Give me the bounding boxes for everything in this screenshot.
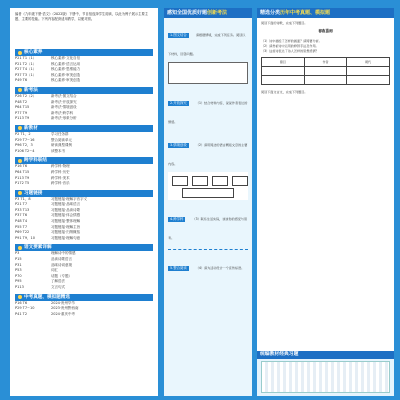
c3-block-3 <box>257 87 394 96</box>
item-text: 习题链接·体会情感 <box>51 213 81 218</box>
item-text: 新考法·开放探究 <box>51 99 77 104</box>
item-text: 话题（专题） <box>51 273 72 278</box>
col2-header <box>164 8 252 18</box>
section-title-text: 跨学科联结 <box>24 158 47 164</box>
item-text: 新考法·跨学科 <box>51 110 74 115</box>
page-ref: P3 T1，8 <box>15 196 31 201</box>
section <box>15 244 153 290</box>
intro-text: 编者《九年级下册·语文》（2022版）下册中，节目组选择学生阅读，以此为例子展示主要主题、主要的技能。下列内容配套适用教学，以便对照。 <box>15 12 149 22</box>
page-ref: P26 T2（2） <box>15 93 37 98</box>
table-cell <box>262 76 305 84</box>
innovation-column <box>164 8 252 396</box>
section-title-text: 习题链接 <box>24 190 43 196</box>
page-ref: P113 T9 <box>15 175 30 180</box>
item-text: 习题链接·品读诗歌 <box>51 207 81 212</box>
tag-2: 2.开放探究 <box>170 101 187 105</box>
tag-3: 3.情境创设 <box>170 143 187 147</box>
para-3: （2）请用简洁的语言概括文章的主要内容。 <box>168 143 248 166</box>
item-text: 学习任务群 <box>51 131 69 136</box>
page-ref: P55 T7 <box>15 224 28 229</box>
list-item <box>15 181 153 187</box>
item-text: 品读诗歌语言 <box>51 257 72 262</box>
table-cell <box>262 67 305 75</box>
block-4 <box>164 202 252 244</box>
gallery-panel <box>257 351 394 396</box>
c3-para-1: 阅读下面的诗歌，完成下列题目。 <box>261 21 308 25</box>
section-title-text: 核心素养 <box>24 50 43 55</box>
page-ref: P33 T13 <box>15 207 30 212</box>
col3-header-a: 精选分类 <box>260 10 281 16</box>
page-ref: P21 T7 <box>15 202 28 207</box>
page-ref: P31 <box>15 262 22 267</box>
tag-5: 5.整合阅读 <box>170 266 187 270</box>
page-ref: P21 T1（1） <box>15 56 37 60</box>
c3-para-5: 阅读下面文言文，完成下列题目。 <box>261 89 308 94</box>
diagram-box <box>192 176 208 186</box>
item-text: 读整本书 <box>51 148 65 153</box>
page-ref: P106 T2~4 <box>15 148 35 153</box>
item-text: 核心素养·语言运用 <box>51 61 81 66</box>
item-text: 核心素养·文化自信 <box>51 56 81 60</box>
list-item <box>15 285 153 291</box>
tag-4: 4.跨学科 <box>170 217 184 221</box>
page-ref: P91 T9，10 <box>15 235 35 240</box>
bullet-icon <box>18 51 22 55</box>
bullet-icon <box>18 246 22 250</box>
page-ref: P95 <box>15 279 22 284</box>
diagram-box <box>232 176 248 186</box>
bullet-icon <box>18 295 22 299</box>
gallery-picture <box>261 361 390 393</box>
section <box>15 157 153 186</box>
exam-column <box>257 8 394 396</box>
section-title-text: 语文要素详解 <box>24 245 52 251</box>
flow-diagram <box>168 172 248 200</box>
block-5 <box>164 251 252 274</box>
page-ref: P113 T9 <box>15 116 30 121</box>
block-1 <box>164 18 252 60</box>
c3-para-3: （2）请赏析诗中运用的修辞手法及作用。 <box>261 43 319 48</box>
page-ref: P49 T6 <box>15 78 28 83</box>
page-ref: P96 T2，3 <box>15 143 33 148</box>
bullet-icon <box>18 159 22 163</box>
para-5: （4）请为活动设计一个宣传标语。 <box>195 266 245 270</box>
answer-box <box>168 62 248 84</box>
item-text: 新考法·形象分析 <box>51 116 77 121</box>
item-text: 2024·重庆中考 <box>51 311 76 316</box>
page-ref: P70 <box>15 273 22 278</box>
section-title <box>15 157 153 164</box>
item-text: 文言句式 <box>51 285 65 289</box>
table-row <box>262 67 389 76</box>
index-column <box>10 8 158 396</box>
item-text: 习题链接·整体理解 <box>51 219 81 224</box>
c3-para-4: （3）这首诗表达了诗人怎样的思想感情？ <box>261 48 319 53</box>
c3-para-2: （1）诗中描绘了怎样的画面？请简要分析。 <box>261 38 322 43</box>
item-text: 跨学科·物理 <box>51 164 70 169</box>
item-text: 习题链接·品味语言 <box>51 202 81 207</box>
tag-1: 1.图文结合 <box>170 33 187 37</box>
section-title <box>15 294 153 301</box>
page-ref: P77 T9 <box>15 110 28 115</box>
block-2 <box>164 86 252 128</box>
page-ref: P21 T2（1） <box>15 61 37 66</box>
bullet-icon <box>18 88 22 92</box>
para-2: （1）结合材料内容，说说作者表达的情感。 <box>168 101 248 124</box>
page-ref: P29 T7~16 <box>15 137 35 142</box>
page-ref: P64 T15 <box>15 169 30 174</box>
page-ref: P69 T22 <box>15 230 30 235</box>
section <box>15 125 153 154</box>
section-title-text: 中考真题、模拟题精选 <box>24 294 70 300</box>
page-ref: P64 T15 <box>15 105 30 110</box>
section-title <box>15 125 153 132</box>
list-item <box>15 78 153 84</box>
table-cell: 朝代 <box>365 59 372 64</box>
list-item <box>15 236 153 242</box>
col3-header <box>257 8 394 18</box>
c3-block-2 <box>257 36 394 55</box>
section-title <box>15 87 153 94</box>
page-ref: P15 <box>15 257 22 262</box>
page-ref: P37 T6 <box>15 213 28 218</box>
para-4: （3）联系生活实际，谈谈你的感受与思考。 <box>168 217 248 240</box>
gallery-title: 统编教材经典习题 <box>257 351 394 359</box>
section <box>15 190 153 242</box>
divider <box>168 245 248 250</box>
section-title <box>15 244 153 251</box>
page-ref: P48 T4 <box>15 219 28 224</box>
section-title-text: 新考法 <box>24 87 38 93</box>
block-3 <box>164 128 252 170</box>
item-text: 跨学科·音乐 <box>51 181 70 186</box>
table-cell: 篇目 <box>262 58 305 66</box>
table-row <box>262 76 389 84</box>
section <box>15 49 153 84</box>
para-1: 请根据情境，完成下列任务。阅读以下材料，回答问题。 <box>168 33 246 56</box>
item-text: 习题链接·理解字音字义 <box>51 196 88 201</box>
info-table <box>261 57 390 85</box>
table-cell: 作者 <box>305 58 348 66</box>
page-ref: P16 T6 <box>15 164 28 169</box>
bullet-icon <box>18 126 22 130</box>
section-title-text: 新教材 <box>24 125 38 131</box>
item-text: 新考法·图文结合 <box>51 93 77 98</box>
item-text: 习题链接·理解主旨 <box>51 224 81 229</box>
section-title <box>15 190 153 197</box>
item-text: 跨学科·历史 <box>51 169 70 174</box>
item-text: 品味诗词意境 <box>51 262 72 267</box>
item-text: 研读典型课例 <box>51 143 72 148</box>
page-ref: P113 <box>15 285 24 289</box>
item-text: 2023·贵州黔西南 <box>51 306 79 311</box>
bullet-icon <box>18 191 22 195</box>
page-ref: P16 T6 <box>15 300 28 305</box>
page-ref: P27 T4（1） <box>15 67 37 72</box>
col3-header-b: 历年中考真题、模拟题 <box>280 10 331 16</box>
item-text: 核心素养·审美创造 <box>51 72 81 77</box>
section <box>15 294 153 318</box>
section-title <box>15 49 153 56</box>
col2-header-b: 创新考法 <box>207 10 228 16</box>
diagram-box <box>182 188 234 198</box>
table-row <box>262 58 389 67</box>
list-item <box>15 149 153 155</box>
item-text: 跨学科·美术 <box>51 175 70 180</box>
section <box>15 87 153 122</box>
page-ref: P48 T2 <box>15 99 28 104</box>
item-text: 核心素养·思维能力 <box>51 67 81 72</box>
diagram-box <box>172 176 188 186</box>
diagram-box <box>212 176 228 186</box>
item-text: 核心素养·审美创造 <box>51 78 81 83</box>
page-ref: P53 <box>15 268 22 273</box>
page-ref: P29 T7~10 <box>15 306 35 311</box>
page-ref: P37 T3（1） <box>15 72 37 77</box>
item-text: 词汇 <box>51 268 58 273</box>
item-text: 习题链接·归纳概括 <box>51 230 81 235</box>
item-text: 习题链接·理解句意 <box>51 235 81 240</box>
page-ref: P41 T2 <box>15 311 28 316</box>
c3-block-1 <box>257 18 394 27</box>
page-ref: P3 <box>15 251 20 256</box>
item-text: 新考法·情境创设 <box>51 105 77 110</box>
item-text: 2024·贵州毕节 <box>51 300 76 305</box>
table-cell <box>305 67 348 75</box>
table-cell <box>305 76 348 84</box>
list-item <box>15 312 153 318</box>
item-text: 整合阅读单元 <box>51 137 72 142</box>
page-ref: P172 T5 <box>15 181 30 186</box>
item-text: 理解诗中的情感 <box>51 251 76 256</box>
table-cell <box>347 76 389 84</box>
col2-header-a: 感知全国优质好题 <box>167 10 208 16</box>
table-cell <box>347 67 389 75</box>
list-item <box>15 116 153 122</box>
poem-title: 春夜喜雨 <box>318 28 333 33</box>
section-list <box>15 49 153 317</box>
page-ref: P2 T1，2 <box>15 131 31 136</box>
item-text: 了解语法 <box>51 279 65 284</box>
